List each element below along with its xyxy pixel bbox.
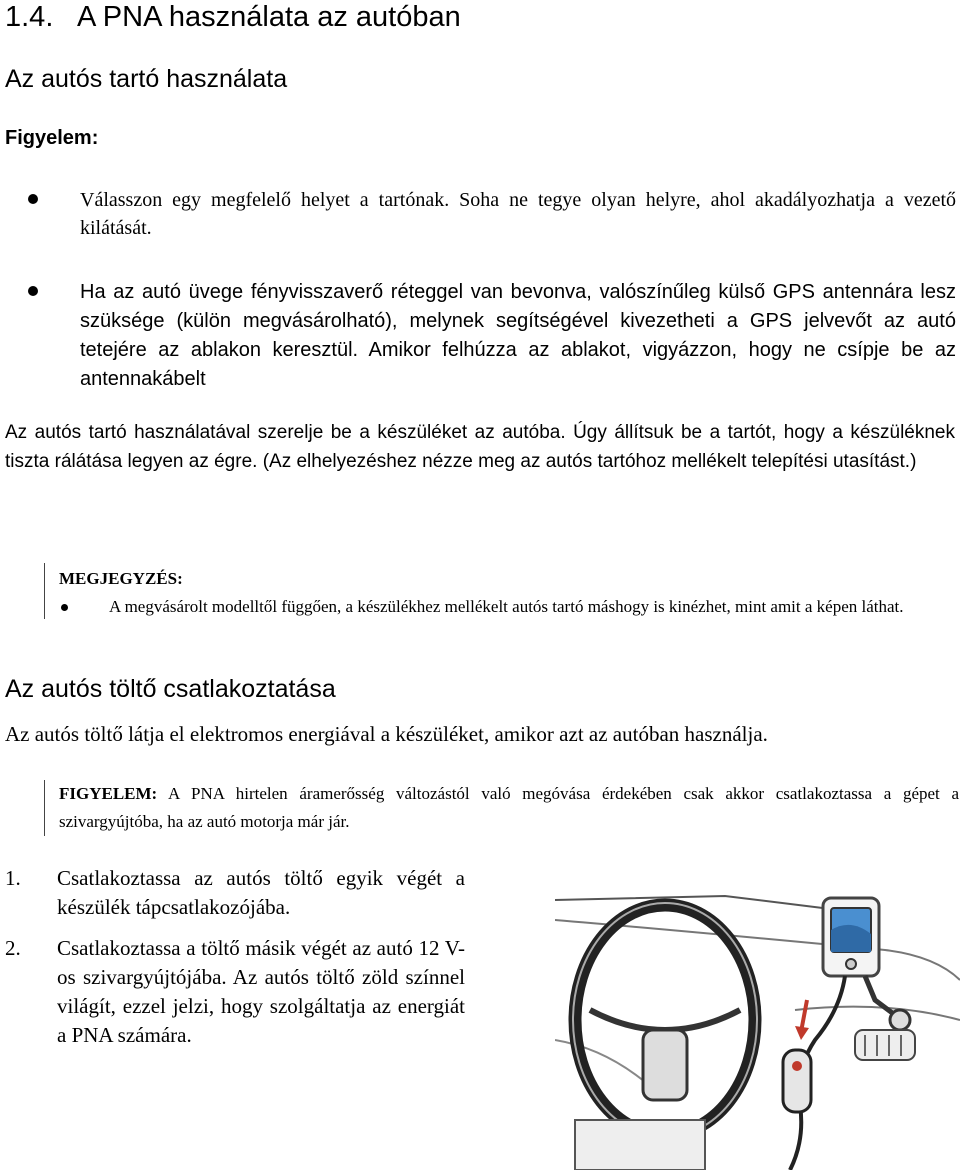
step-number: 1.	[5, 866, 21, 890]
car-charger-illustration	[555, 890, 960, 1170]
bullet-icon	[28, 194, 38, 204]
bullet-text: Válasszon egy megfelelő helyet a tartónak. Soha ne tegye olyan helyre, ahol akadályozhatja a vezető kilátását.	[80, 189, 956, 239]
step-text: Csatlakoztassa az autós töltő egyik végét a készülék tápcsatlakozójába.	[57, 866, 465, 919]
bullet-icon	[61, 604, 68, 611]
step-number: 2.	[5, 936, 21, 960]
charger-warning	[45, 780, 959, 836]
charger-warning-box	[44, 780, 959, 836]
charger-warning-text: A PNA hirtelen áramerősség változástól való megóvása érdekében csak akkor csatlakoztassa a gépet a szivargyújtóba, ha az autó motorja már jár.	[59, 784, 959, 831]
step-text: Csatlakoztassa a töltő másik végét az autó 12 V-os szivargyújtójába. Az autós töltő zöld színnel világít, ezzel jelzi, hogy szolgáltatja az energiát a PNA számára.	[57, 936, 465, 1047]
step-item	[5, 934, 465, 1050]
holder-paragraph: Az autós tartó használatával szerelje be a készüléket az autóba. Úgy állítsuk be a tartót, hogy a készüléknek tiszta rálátása legyen az égre. (Az elhelyezéshez nézze meg az autós tartóhoz mellékelt telepítési utasítást.)	[5, 422, 955, 472]
section-heading	[5, 0, 461, 34]
charger-heading: Az autós töltő csatlakoztatása	[5, 675, 336, 703]
section-title: A PNA használata az autóban	[77, 1, 461, 33]
steps-list	[5, 864, 465, 1055]
step-item	[5, 864, 465, 922]
holder-heading: Az autós tartó használata	[5, 65, 288, 93]
note-title: MEGJEGYZÉS:	[59, 569, 183, 588]
bullet-icon	[28, 286, 38, 296]
bullet-text: Ha az autó üvege fényvisszaverő réteggel van bevonva, valószínűleg külső GPS antennára lesz szüksége (külön megvásárolható), melynek segítségével kivezetheti a GPS jelvevőt az autó tetejére az ablakon keresztül. Amikor felhúzza az ablakot, vigyázzon, hogy ne csípje be az antennakábelt	[80, 281, 956, 390]
note-box	[44, 563, 959, 619]
note-item	[45, 595, 959, 619]
section-number: 1.4.	[5, 1, 54, 33]
charger-warning-label: FIGYELEM:	[59, 784, 158, 803]
warning-label: Figyelem:	[5, 127, 99, 149]
charger-paragraph: Az autós töltő látja el elektromos energiával a készüléket, amikor azt az autóban használja.	[5, 722, 768, 746]
note-item-text: A megvásárolt modelltől függően, a készülékhez mellékelt autós tartó máshogy is kinézhet, mint amit a képen láthat.	[109, 597, 904, 616]
